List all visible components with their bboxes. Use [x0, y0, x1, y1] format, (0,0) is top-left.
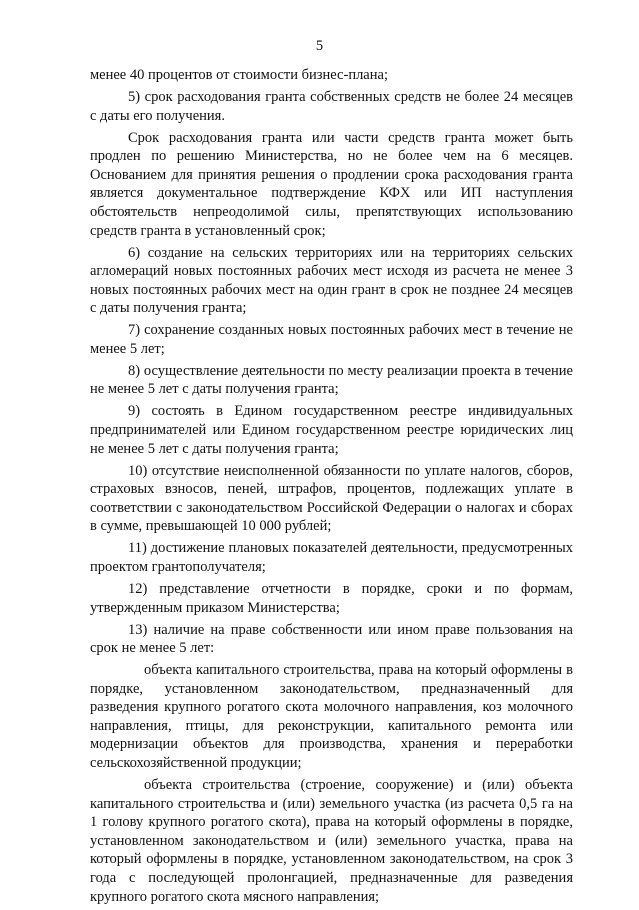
paragraph-item-7: 7) сохранение созданных новых постоянных рабочих мест в течение не менее 5 лет; — [90, 322, 573, 357]
paragraph-continuation: менее 40 процентов от стоимости бизнес-плана; — [90, 67, 388, 83]
paragraph-item-9: 9) состоять в Едином государственном реестре индивидуальных предпринимателей или Едином государственном реестре юридических лиц не менее 5 лет с даты получения гранта; — [90, 403, 573, 457]
paragraph-item-12: 12) представление отчетности в порядке, сроки и по формам, утвержденным приказом Министерства; — [90, 580, 573, 616]
paragraph-item-8: 8) осуществление деятельности по месту реализации проекта в течение не менее 5 лет с даты получения гранта; — [90, 362, 573, 398]
paragraph-grant-extension: Срок расходования гранта или части средств гранта может быть продлен по решению Министерства, но не более чем на 6 месяцев. Основанием для принятия решения о продлении срока расходования гранта является документальное подтверждение КФХ или ИП наступления обстоятельств непреодолимой силы, препятствующих использованию средств гранта в установленный срок; — [90, 129, 573, 239]
paragraph-item-6: 6) создание на сельских территориях или на территориях сельских агломераций новых постоянных рабочих мест исходя из расчета не менее 3 новых постоянных рабочих мест на один грант в срок не позднее 24 месяцев с даты получения гранта; — [90, 244, 573, 317]
paragraph-item-13: 13) наличие на праве собственности или ином праве пользования на срок не менее 5 лет: — [90, 621, 573, 657]
paragraph-subitem-construction-land: объекта строительства (строение, сооружение) и (или) объекта капитального строительства и (или) земельного участка (из расчета 0,5 га на 1 голову крупного рогатого скота), права на который оформлены в порядке, установленном законодательством и (или) земельного участка, права на который оформлены в порядке, установленном законодательством, на срок 3 года с последующей пролонгацией, предназначенные для разведения крупного рогатого скота мясного направления; — [90, 777, 573, 905]
paragraph-item-5: 5) срок расходования гранта собственных средств не более 24 месяцев с даты его получения. — [90, 88, 573, 124]
document-body — [90, 66, 573, 910]
paragraph-item-11: 11) достижение плановых показателей деятельности, предусмотренных проектом грантополучателя; — [90, 540, 573, 575]
paragraph-item-10: 10) отсутствие неисполненной обязанности по уплате налогов, сборов, страховых взносов, пеней, штрафов, процентов, подлежащих уплате в соответствии с законодательством Российской Федерации о налогах и сборах в сумме, превышающей 10 000 рублей; — [90, 462, 573, 535]
page-number: 5 — [315, 38, 324, 54]
paragraph-subitem-capital-construction: объекта капитального строительства, права на который оформлены в порядке, установленном законодательством, предназначенный для разведения крупного рогатого скота молочного направления, коз молочного направления, птицы, для реконструкции, капитального ремонта или модернизации объектов для производства, хранения и переработки сельскохозяйственной продукции; — [90, 662, 573, 772]
